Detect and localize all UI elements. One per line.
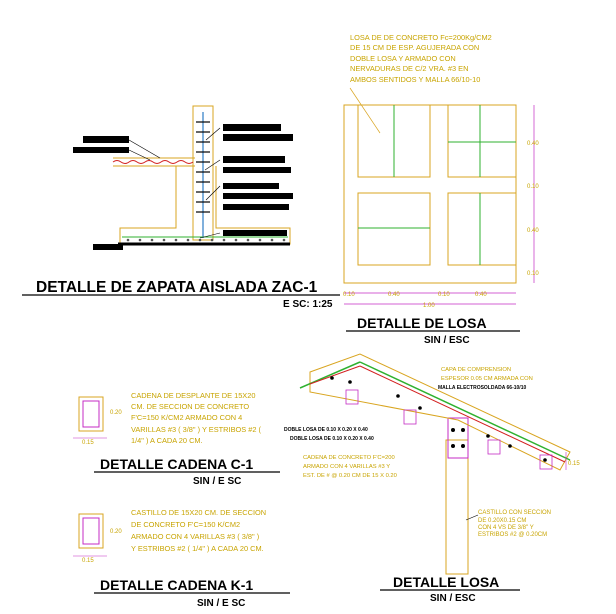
svg-text:1.00: 1.00 bbox=[423, 303, 435, 309]
svg-text:ESTRIBOS #2 @ 0.20CM: ESTRIBOS #2 @ 0.20CM bbox=[478, 532, 548, 538]
cadena-c1-detail bbox=[73, 391, 280, 487]
zapata-title: DETALLE DE ZAPATA AISLADA ZAC-1 bbox=[36, 279, 318, 296]
svg-text:DE CONCRETO F'C=150 K/CM2: DE CONCRETO F'C=150 K/CM2 bbox=[131, 520, 241, 529]
svg-text:CASTILLO CON SECCION: CASTILLO CON SECCION bbox=[478, 510, 552, 516]
svg-text:0.10: 0.10 bbox=[527, 271, 539, 277]
c1-note bbox=[131, 391, 262, 445]
k1-note bbox=[131, 508, 266, 553]
losa-plan-subtitle: SIN / ESC bbox=[424, 335, 470, 346]
svg-text:0.40: 0.40 bbox=[527, 141, 539, 147]
svg-text:0.40: 0.40 bbox=[388, 292, 400, 298]
losa-top-note bbox=[441, 367, 533, 382]
castillo-bars bbox=[451, 428, 465, 448]
svg-text:ESPESOR 0.05 CM ARMADA CON: ESPESOR 0.05 CM ARMADA CON bbox=[441, 376, 533, 382]
svg-text:Y ESTRIBOS #2 ( 1/4" ) A CADA: Y ESTRIBOS #2 ( 1/4" ) A CADA 20 CM. bbox=[131, 544, 264, 553]
svg-text:NERVADURAS DE C/2 VRA. #3 EN: NERVADURAS DE C/2 VRA. #3 EN bbox=[350, 64, 469, 73]
losa-plan-rebar bbox=[358, 105, 516, 265]
dims-bottom bbox=[343, 292, 487, 309]
svg-text:DOBLE LOSA DE 0.10 X 0.20 X 0.: DOBLE LOSA DE 0.10 X 0.20 X 0.40 bbox=[284, 427, 368, 433]
losa-plan-title: DETALLE DE LOSA bbox=[357, 315, 487, 331]
svg-text:DOBLE LOSA Y ARMADO CON: DOBLE LOSA Y ARMADO CON bbox=[350, 54, 456, 63]
k1-title: DETALLE CADENA K-1 bbox=[100, 577, 254, 593]
castillo-column bbox=[446, 440, 468, 574]
k1-stirrup bbox=[83, 518, 99, 544]
zapata-labels bbox=[73, 124, 293, 250]
svg-text:CASTILLO DE 15X20 CM. DE SECCI: CASTILLO DE 15X20 CM. DE SECCION bbox=[131, 508, 267, 517]
svg-text:DOBLE LOSA DE 0.10 X 0.20 X 0.: DOBLE LOSA DE 0.10 X 0.20 X 0.40 bbox=[290, 436, 374, 442]
losa-castillo-note bbox=[478, 510, 551, 538]
svg-text:VARILLAS #3 ( 3/8" ) Y ESTRIBO: VARILLAS #3 ( 3/8" ) Y ESTRIBOS #2 ( bbox=[131, 425, 261, 434]
cadena-k1-detail bbox=[73, 508, 290, 609]
zapata-leaders bbox=[129, 128, 220, 238]
svg-text:0.10: 0.10 bbox=[343, 292, 355, 298]
losa-section-subtitle: SIN / ESC bbox=[430, 593, 476, 604]
c1-subtitle: SIN / E SC bbox=[193, 476, 242, 487]
svg-text:ARMADO CON 4 VARILLAS #3 ( 3/8: ARMADO CON 4 VARILLAS #3 ( 3/8" ) bbox=[131, 532, 260, 541]
losa-mid-note bbox=[303, 455, 397, 479]
k1-dim-width: 0.15 bbox=[82, 558, 94, 564]
svg-text:CON 4 VS DE 3/8" Y: CON 4 VS DE 3/8" Y bbox=[478, 525, 534, 531]
svg-text:CAPA DE COMPRENSION: CAPA DE COMPRENSION bbox=[441, 367, 512, 373]
c1-title: DETALLE CADENA C-1 bbox=[100, 456, 254, 472]
roof-slab bbox=[310, 354, 570, 470]
svg-text:DE 0.20X0.15 CM: DE 0.20X0.15 CM bbox=[478, 518, 527, 524]
svg-text:CADENA DE CONCRETO F'C=200: CADENA DE CONCRETO F'C=200 bbox=[303, 455, 395, 461]
svg-text:CM. DE SECCION DE CONCRETO: CM. DE SECCION DE CONCRETO bbox=[131, 402, 250, 411]
svg-text:0.10: 0.10 bbox=[527, 184, 539, 190]
losa-left-note bbox=[284, 427, 374, 442]
c1-dim-h: 0.20 bbox=[110, 410, 122, 416]
svg-text:DE 15 CM DE ESP. AGUJERADA CON: DE 15 CM DE ESP. AGUJERADA CON bbox=[350, 43, 480, 52]
losa-plan-note bbox=[350, 33, 492, 84]
k1-dim-h: 0.20 bbox=[110, 529, 122, 535]
losa-top-note-black: MALLA ELECTROSOLDADA 66-10/10 bbox=[438, 385, 527, 391]
zapata-detail bbox=[22, 106, 340, 310]
losa-dim-side: 0.15 bbox=[568, 461, 580, 467]
svg-text:F'C=150 K/CM2 ARMADO CON 4: F'C=150 K/CM2 ARMADO CON 4 bbox=[131, 413, 243, 422]
losa-section-title: DETALLE LOSA bbox=[393, 574, 500, 590]
castillo-stirrup bbox=[448, 418, 468, 458]
c1-dim-width: 0.15 bbox=[82, 440, 94, 446]
svg-text:ARMADO CON 4 VARILLAS #3 Y: ARMADO CON 4 VARILLAS #3 Y bbox=[303, 464, 391, 470]
svg-text:0.40: 0.40 bbox=[527, 228, 539, 234]
svg-text:CADENA DE DESPLANTE DE 15X20: CADENA DE DESPLANTE DE 15X20 bbox=[131, 391, 256, 400]
floor-fill bbox=[113, 161, 193, 164]
losa-plan-leader bbox=[350, 88, 380, 133]
losa-plan-detail bbox=[343, 33, 539, 346]
svg-text:0.40: 0.40 bbox=[475, 292, 487, 298]
roof-rebar-left bbox=[300, 362, 360, 388]
c1-stirrup bbox=[83, 401, 99, 427]
svg-text:AMBOS SENTIDOS Y MALLA 66/10-1: AMBOS SENTIDOS Y MALLA 66/10-10 bbox=[350, 75, 481, 84]
svg-text:0.10: 0.10 bbox=[438, 292, 450, 298]
svg-text:1/4" ) A CADA 20 CM.: 1/4" ) A CADA 20 CM. bbox=[131, 436, 203, 445]
k1-subtitle: SIN / E SC bbox=[197, 598, 246, 609]
svg-text:LOSA DE DE CONCRETO Fc=200Kg/: LOSA DE DE CONCRETO Fc=200Kg/CM2 bbox=[350, 33, 492, 42]
svg-text:EST. DE # @ 0.20 CM DE 15 X 0.: EST. DE # @ 0.20 CM DE 15 X 0.20 bbox=[303, 473, 397, 479]
dims-right bbox=[527, 141, 539, 277]
roof-mesh-left bbox=[310, 366, 360, 384]
zapata-scale: E SC: 1:25 bbox=[283, 299, 333, 310]
losa-section-detail bbox=[284, 354, 580, 604]
losa-plan-blocks bbox=[358, 105, 516, 265]
